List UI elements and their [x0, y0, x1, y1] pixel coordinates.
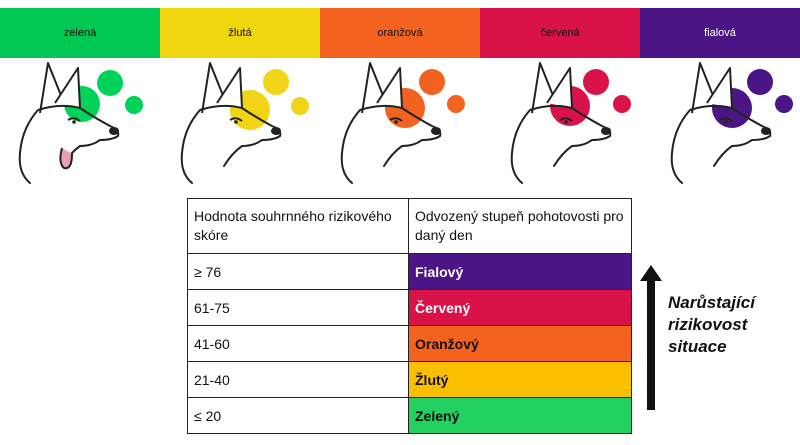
- band-purple: [640, 8, 800, 58]
- arrow-label: Narůstající rizikovost situace: [668, 293, 755, 356]
- score-cell: 61-75: [188, 290, 409, 326]
- dog-head-icon: [342, 63, 465, 183]
- score-cell: 41-60: [188, 326, 409, 362]
- score-cell: ≤ 20: [188, 398, 409, 434]
- header-score: Hodnota souhrnného rizikového skóre: [188, 199, 409, 254]
- dog-head-icon: [182, 63, 309, 183]
- band-yellow: [160, 8, 320, 58]
- band-label: žlutá: [228, 27, 252, 39]
- dog-faces-illustration: [0, 58, 800, 188]
- dog-head-icon: [20, 63, 143, 183]
- level-cell: Červený: [409, 290, 632, 326]
- band-red: [480, 8, 640, 58]
- table-row: [188, 398, 632, 434]
- table-row: [188, 290, 632, 326]
- level-cell: Fialový: [409, 254, 632, 290]
- dog-head-icon: [672, 63, 793, 183]
- dog-head-icon: [512, 63, 631, 183]
- level-cell: Oranžový: [409, 326, 632, 362]
- table-row: [188, 254, 632, 290]
- band-label: fialová: [704, 27, 736, 39]
- table-row: [188, 362, 632, 398]
- risk-table: [187, 198, 632, 434]
- color-scale-bar: [0, 8, 800, 58]
- band-label: červená: [540, 27, 580, 39]
- band-label: oranžová: [377, 27, 423, 39]
- arrow-up-icon: [640, 265, 662, 410]
- table-row: [188, 326, 632, 362]
- level-cell: Zelený: [409, 398, 632, 434]
- header-level: Odvozený stupeň pohotovosti pro daný den: [409, 199, 632, 254]
- score-cell: 21-40: [188, 362, 409, 398]
- level-cell: Žlutý: [409, 362, 632, 398]
- band-orange: [320, 8, 480, 58]
- band-label: zelená: [63, 27, 97, 39]
- band-green: [0, 8, 160, 58]
- score-cell: ≥ 76: [188, 254, 409, 290]
- table-header-row: [188, 199, 632, 254]
